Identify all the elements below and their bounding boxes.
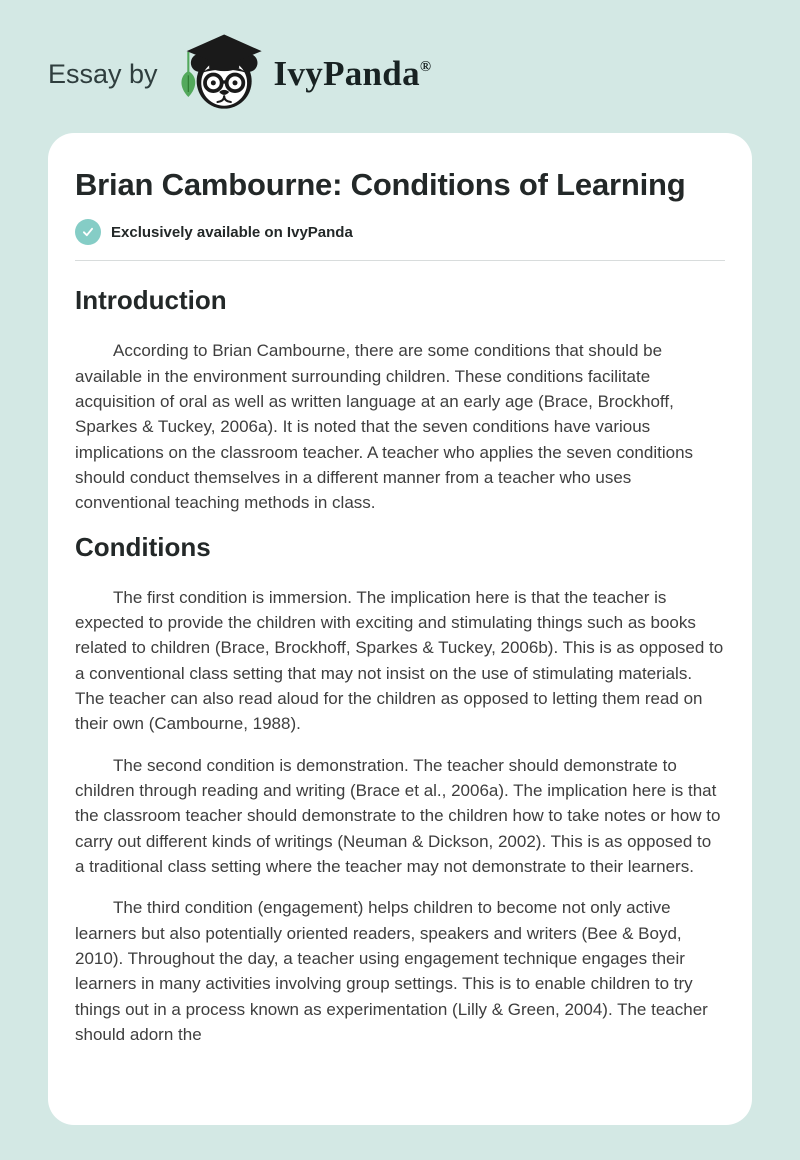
check-icon <box>75 219 101 245</box>
exclusive-badge-label: Exclusively available on IvyPanda <box>111 223 353 241</box>
section-heading-introduction: Introduction <box>75 285 227 316</box>
paragraph: According to Brian Cambourne, there are some conditions that should be available in the environment surrounding children. These conditions facilitate acquisition of oral as well as written language at an early age (Brace, Brockhoff, Sparkes & Tuckey, 2006a). It is noted that the seven conditions have various implications on the classroom teacher. A teacher who applies the seven conditions should conduct themselves in a different manner from a teacher who uses conventional teaching methods in class. <box>75 341 694 513</box>
page-title: Brian Cambourne: Conditions of Learning <box>75 167 686 202</box>
registered-mark: ® <box>419 59 432 75</box>
paragraph: The first condition is immersion. The implication here is that the teacher is expected to provide the children with exciting and stimulating things such as books related to children (Brace, Brockhoff, Sparkes & Tuckey, 2006b). This is as opposed to a conventional class setting that may not insist on the use of stimulating materials. The teacher can also read aloud for the children as opposed to letting them read on their own (Cambourne, 1988). <box>75 587 724 734</box>
essay-by-label: Essay by <box>48 58 158 89</box>
panda-graduation-cap-icon <box>174 32 266 117</box>
paragraph: The second condition is demonstration. The teacher should demonstrate to children through reading and writing (Brace et al., 2006a). The implication here is that the classroom teacher should demonstrate to the children how to take notes or how to carry out different kinds of writings (Neuman & Dickson, 2002). This is as opposed to a traditional class setting where the teacher may not demonstrate to their learners. <box>75 755 721 876</box>
brand-name: IvyPanda® <box>273 54 432 93</box>
section-heading-conditions: Conditions <box>75 531 211 562</box>
essay-card <box>48 133 752 1125</box>
paragraph: The third condition (engagement) helps children to become not only active learners but also potentially oriented readers, speakers and writers (Bee & Boyd, 2010). Throughout the day, a teacher using engagement technique engages their learners in many activities involving group settings. This is to enable children to try things out in a process known as experimentation (Lilly & Green, 2004). The teacher should adorn the <box>75 898 708 1044</box>
ivypanda-logo[interactable] <box>174 32 432 117</box>
page-header <box>0 0 800 114</box>
divider <box>75 260 725 261</box>
exclusive-badge <box>75 219 725 245</box>
